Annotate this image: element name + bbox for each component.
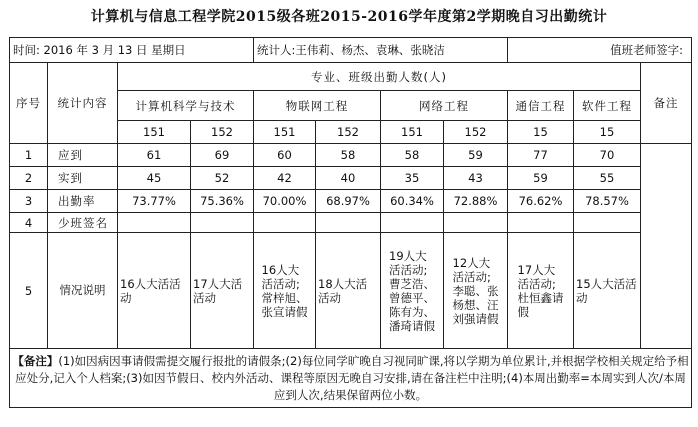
table-cell: 58 bbox=[381, 144, 444, 167]
sign-cell[interactable] bbox=[381, 213, 444, 233]
table-cell: 58 bbox=[316, 144, 381, 167]
row-seq: 1 bbox=[10, 144, 48, 167]
note-cell: 12人大活活动;李聪、张杨想、汪刘强请假 bbox=[444, 233, 508, 349]
table-cell: 73.77% bbox=[118, 190, 191, 213]
class-count-cell: 151 bbox=[118, 121, 191, 144]
row-seq: 5 bbox=[10, 233, 48, 349]
row-label: 出勤率 bbox=[48, 190, 118, 213]
meta-row bbox=[10, 38, 692, 63]
note-cell: 19人大活活动;曹芝浩、曾德平、陈有为、潘琦请假 bbox=[381, 233, 444, 349]
footer-label: 【备注】 bbox=[12, 353, 59, 368]
major-header-comm: 通信工程 bbox=[508, 91, 574, 121]
row-seq: 4 bbox=[10, 213, 48, 233]
sign-cell[interactable] bbox=[191, 213, 254, 233]
remark-header: 备注 bbox=[641, 63, 692, 144]
header-row-overall bbox=[10, 63, 692, 91]
table-cell: 59 bbox=[444, 144, 508, 167]
content-header: 统计内容 bbox=[48, 63, 118, 144]
table-cell: 45 bbox=[118, 167, 191, 190]
table-cell: 69 bbox=[191, 144, 254, 167]
teacher-sign-cell[interactable]: 值班老师签字: bbox=[508, 38, 692, 63]
table-row-rate bbox=[10, 190, 692, 213]
class-count-cell: 15 bbox=[574, 121, 641, 144]
class-count-cell: 152 bbox=[444, 121, 508, 144]
row-label: 实到 bbox=[48, 167, 118, 190]
note-cell: 17人大活活动;杜恒鑫请假 bbox=[508, 233, 574, 349]
note-cell: 16人大活活动 bbox=[118, 233, 191, 349]
statistician-cell: 统计人:王伟莉、杨杰、袁琳、张晓洁 bbox=[254, 38, 508, 63]
row-label: 少班签名 bbox=[48, 213, 118, 233]
table-cell: 52 bbox=[191, 167, 254, 190]
table-cell: 76.62% bbox=[508, 190, 574, 213]
table-cell: 70.00% bbox=[254, 190, 316, 213]
note-cell: 15人大活活动 bbox=[574, 233, 641, 349]
table-cell: 77 bbox=[508, 144, 574, 167]
note-cell: 18人大活活动 bbox=[316, 233, 381, 349]
table-cell: 35 bbox=[381, 167, 444, 190]
table-row-expected bbox=[10, 144, 692, 167]
major-header-network: 网络工程 bbox=[381, 91, 508, 121]
table-cell: 42 bbox=[254, 167, 316, 190]
table-row-sign bbox=[10, 213, 692, 233]
table-cell: 78.57% bbox=[574, 190, 641, 213]
class-count-cell: 152 bbox=[316, 121, 381, 144]
sign-cell[interactable] bbox=[574, 213, 641, 233]
table-cell: 70 bbox=[574, 144, 641, 167]
row-seq: 3 bbox=[10, 190, 48, 213]
attendance-table bbox=[9, 37, 692, 408]
table-cell: 60 bbox=[254, 144, 316, 167]
major-header-iot: 物联网工程 bbox=[254, 91, 381, 121]
overall-header: 专业、班级出勤人数(人) bbox=[118, 63, 641, 91]
sign-cell[interactable] bbox=[254, 213, 316, 233]
row-seq: 2 bbox=[10, 167, 48, 190]
note-cell: 17人大活活动 bbox=[191, 233, 254, 349]
class-count-cell: 151 bbox=[254, 121, 316, 144]
seq-header: 序号 bbox=[10, 63, 48, 144]
row-label: 情况说明 bbox=[48, 233, 118, 349]
major-header-cs: 计算机科学与技术 bbox=[118, 91, 254, 121]
table-row-notes bbox=[10, 233, 692, 349]
table-cell: 59 bbox=[508, 167, 574, 190]
footer-row bbox=[10, 349, 692, 408]
footer-text: (1)如因病因事请假需提交履行报批的请假条;(2)每位同学旷晚自习视同旷课,将以学期为单位累计,并根据学校相关规定给予相应处分,记入个人档案;(3)如因节假日、校内外活动、课程等原因无晚自习安排,请在备注栏中注明;(4)本周出勤率=本周实到人次/本周应到人次,结果保留两位小数。 bbox=[15, 353, 689, 402]
class-count-cell: 152 bbox=[191, 121, 254, 144]
sign-cell[interactable] bbox=[316, 213, 381, 233]
table-cell: 60.34% bbox=[381, 190, 444, 213]
major-header-software: 软件工程 bbox=[574, 91, 641, 121]
row-label: 应到 bbox=[48, 144, 118, 167]
date-cell: 时间: 2016 年 3 月 13 日 星期日 bbox=[10, 38, 254, 63]
class-count-cell: 15 bbox=[508, 121, 574, 144]
note-cell: 16人大活活动;常梓旭、张宣请假 bbox=[254, 233, 316, 349]
table-cell: 75.36% bbox=[191, 190, 254, 213]
sign-cell[interactable] bbox=[118, 213, 191, 233]
table-cell: 68.97% bbox=[316, 190, 381, 213]
remark-cell[interactable] bbox=[641, 144, 692, 349]
footer-note bbox=[10, 349, 692, 408]
table-cell: 72.88% bbox=[444, 190, 508, 213]
sign-cell[interactable] bbox=[508, 213, 574, 233]
table-cell: 43 bbox=[444, 167, 508, 190]
table-cell: 55 bbox=[574, 167, 641, 190]
table-row-actual bbox=[10, 167, 692, 190]
table-cell: 61 bbox=[118, 144, 191, 167]
class-count-cell: 151 bbox=[381, 121, 444, 144]
page-title: 计算机与信息工程学院2015级各班2015-2016学年度第2学期晚自习出勤统计 bbox=[90, 9, 608, 25]
table-cell: 40 bbox=[316, 167, 381, 190]
sign-cell[interactable] bbox=[444, 213, 508, 233]
